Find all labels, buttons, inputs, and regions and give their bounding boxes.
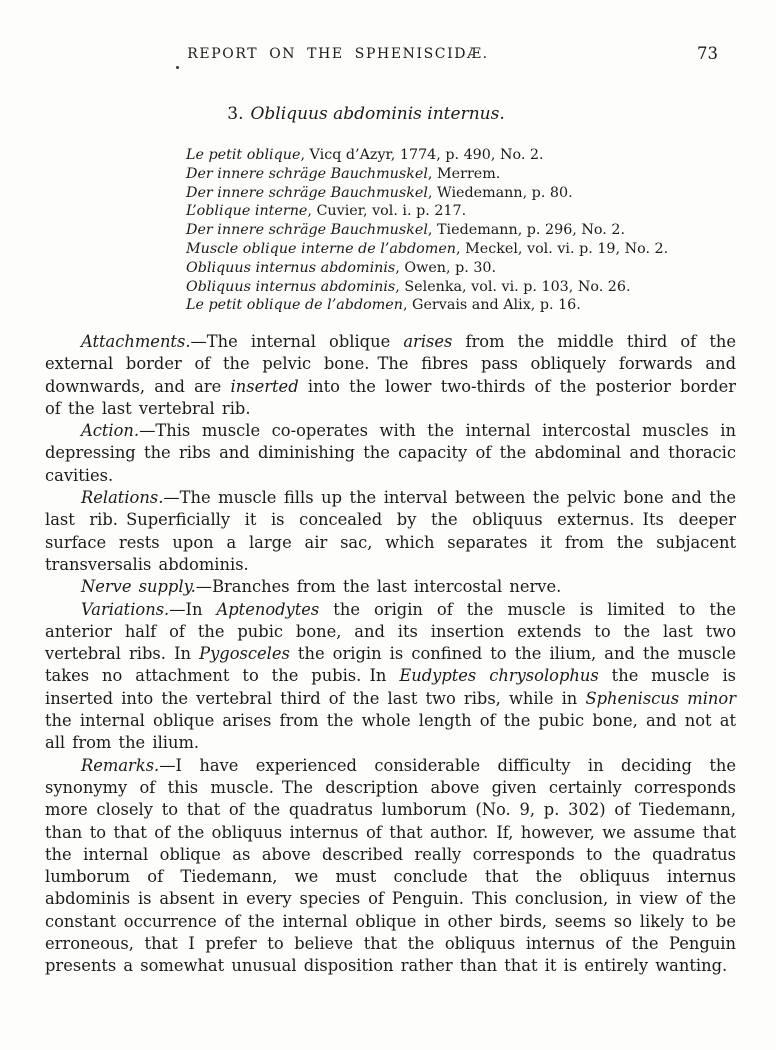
synonymy-item: Der innere schräge Bauchmuskel, Tiedemann, p. 296, No. 2.	[186, 222, 625, 239]
body-text	[45, 331, 736, 978]
page-header	[0, 44, 776, 66]
paragraph-action: Action.—This muscle co-operates with the internal intercostal muscles in depressing the ribs and diminishing the capacity of the abdominal and thoracic cavities.	[45, 421, 736, 485]
paragraph-relations: Relations.—The muscle fills up the interval between the pelvic bone and the last rib. Superficially it is concealed by the obliquus externus. Its deeper surface rests upon a large air sac, which separates it from the subjacent transversalis abdominis.	[45, 488, 736, 574]
page-number: 73	[697, 44, 718, 63]
synonymy-item: Le petit oblique, Vicq d’Azyr, 1774, p. 490, No. 2.	[186, 147, 544, 163]
synonymy-item: Der innere schräge Bauchmuskel, Merrem.	[186, 165, 501, 182]
paragraph-attachments: Attachments.—The internal oblique arises from the middle third of the external border of the pelvic bone. The fibres pass obliquely forwards and downwards, and are inserted into the lower two-thirds of the posterior border of the last vertebral rib.	[45, 332, 737, 418]
paragraph-variations: Variations.—In Aptenodytes the origin of the muscle is limited to the anterior half of the pubic bone, and its insertion extends to the last two vertebral ribs. In Pygosceles the origin is confined to the ilium, and the muscle takes no attachment to the pubis. In Eudyptes chrysolophus the muscle is inserted into the vertebral third of the last two ribs, while in Spheniscus minor the internal oblique arises from the whole length of the pubic bone, and not at all from the ilium.	[45, 599, 737, 753]
synonymy-item: Obliquus internus abdominis, Selenka, vol. vi. p. 103, No. 26.	[186, 278, 631, 295]
paragraph-nerve-supply: Nerve supply.—Branches from the last intercostal nerve.	[81, 577, 562, 597]
scan-speck	[176, 66, 179, 69]
paragraph-remarks: Remarks.—I have experienced considerable difficulty in deciding the synonymy of this muscle. The description above given certainly corresponds more closely to that of the quadratus lumborum (No. 9, p. 302) of Tiedemann, than to that of the obliquus internus of that author. If, however, we assume that the internal oblique as above described really corresponds to the quadratus lumborum of Tiedemann, we must conclude that the obliquus internus abdominis is absent in every species of Penguin. This conclusion, in view of the constant occurrence of the internal oblique in other birds, seems so likely to be erroneous, that I prefer to believe that the obliquus internus of the Penguin presents a somewhat unusual disposition rather than that it is entirely wanting.	[45, 755, 736, 976]
running-head-title: REPORT ON THE SPHENISCIDÆ.	[187, 46, 489, 62]
synonymy-item: Muscle oblique interne de l’abdomen, Meckel, vol. vi. p. 19, No. 2.	[186, 240, 669, 257]
section-title: Obliquus abdominis internus.	[250, 104, 505, 124]
synonymy-item: L’oblique interne, Cuvier, vol. i. p. 217.	[186, 203, 467, 220]
section-heading	[227, 104, 504, 124]
synonymy-item: Der innere schräge Bauchmuskel, Wiedemann, p. 80.	[186, 184, 573, 201]
synonymy-item: Le petit oblique de l’abdomen, Gervais and Alix, p. 16.	[186, 297, 581, 314]
section-number: 3.	[227, 104, 244, 124]
synonymy-item: Obliquus internus abdominis, Owen, p. 30.	[186, 259, 497, 276]
synonymy-list	[186, 146, 668, 315]
